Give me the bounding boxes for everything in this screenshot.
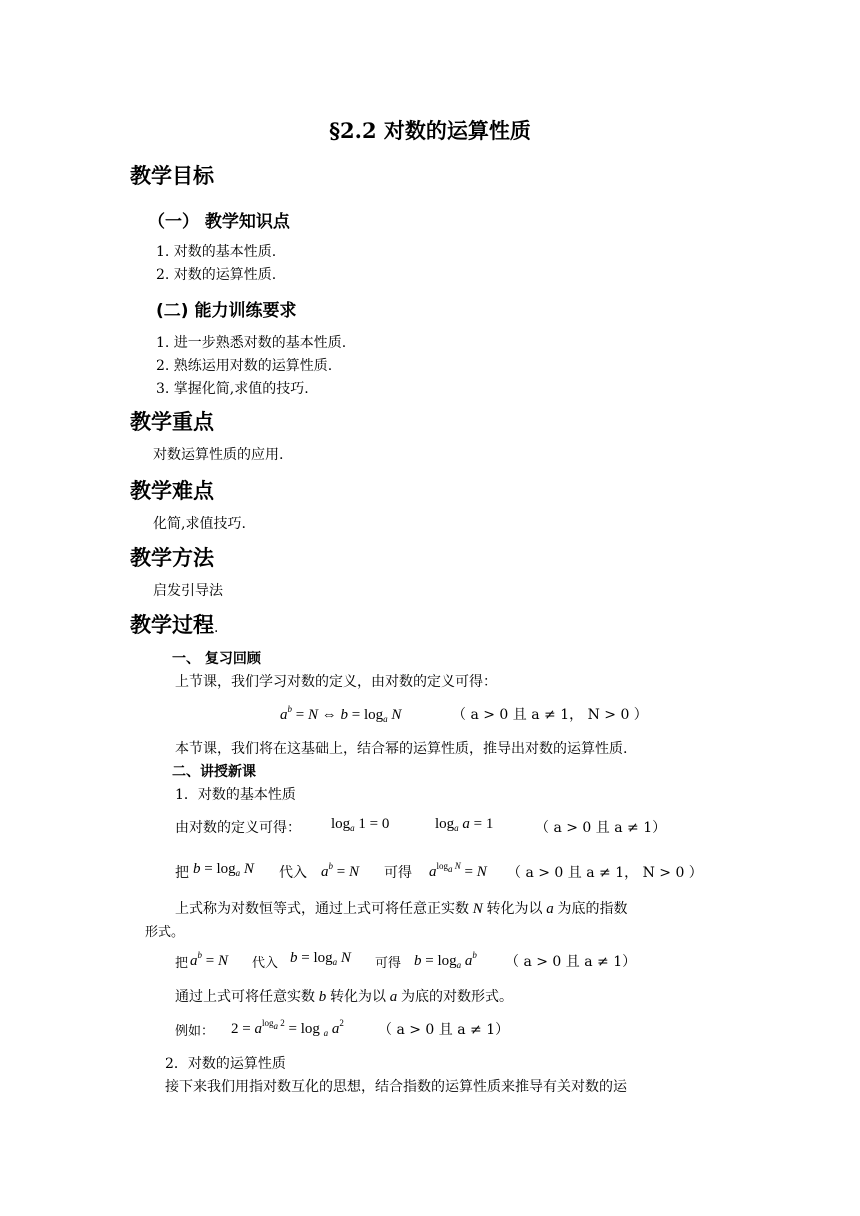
paragraph: 接下来我们用指对数互化的思想，结合指数的运算性质来推导有关对数的运 (165, 1079, 627, 1095)
math-formula: $a^{log_a N} = N$ (429, 861, 487, 880)
math-formula: $\log_a 1 = 0$ (331, 816, 390, 833)
page-title: §2.2 对数的运算性质 (329, 118, 531, 143)
subheading-operation-properties: 2．对数的运算性质 (165, 1056, 286, 1072)
section-heading-process: 教学过程. (130, 613, 219, 637)
list-item: 3. 掌握化简,求值的技巧. (156, 381, 309, 397)
formula-condition: （ a > 0 且 a ≠ 1） (535, 820, 667, 836)
math-formula: $b = \log_a N$ (290, 950, 351, 967)
section-heading-goals: 教学目标 (130, 164, 214, 188)
section-heading-difficulty: 教学难点 (130, 479, 214, 503)
paragraph: 上节课，我们学习对数的定义，由对数的定义可得： (175, 674, 497, 690)
list-item: 1. 进一步熟悉对数的基本性质. (156, 335, 347, 351)
math-formula: $a^b = N$ ⇔ $b = \log_a N$ (280, 704, 402, 724)
list-item: 2. 熟练运用对数的运算性质. (156, 358, 333, 374)
list-item: 2. 对数的运算性质. (156, 267, 277, 283)
paragraph: 由对数的定义可得： (175, 820, 301, 836)
formula-condition: （ a > 0 且 a ≠ 1） (378, 1022, 510, 1038)
paragraph: 通过上式可将任意实数 b 转化为以 a 为底的对数形式。 (175, 989, 513, 1005)
subheading-review: 一、 复习回顾 (172, 651, 261, 667)
formula-condition: （ a > 0 且 a ≠ 1， N > 0 ） (452, 707, 648, 723)
paragraph: 形式。 (145, 925, 185, 940)
math-formula: $b = \log_a a^b$ (414, 950, 477, 970)
math-formula: $\log_a a = 1$ (435, 816, 494, 833)
math-formula: $b = \log_a N$ (193, 861, 254, 878)
section-text: 化简,求值技巧. (153, 516, 246, 532)
math-formula: $a^b = N$ (321, 861, 359, 880)
paragraph: 可得 (375, 956, 402, 971)
paragraph: 上式称为对数恒等式，通过上式可将任意正实数 N 转化为以 a 为底的指数 (175, 901, 628, 917)
subheading-ability: (二) 能力训练要求 (156, 301, 297, 321)
subheading-new-lesson: 二、讲授新课 (172, 764, 256, 780)
section-heading-method: 教学方法 (130, 546, 214, 570)
paragraph: 把 (175, 956, 189, 971)
list-item: 1. 对数的基本性质. (156, 244, 277, 260)
section-heading-key-point: 教学重点 (130, 410, 214, 434)
paragraph: 本节课，我们将在这基础上，结合幂的运算性质，推导出对数的运算性质. (175, 741, 628, 757)
example-label: 例如： (175, 1024, 215, 1039)
paragraph: 可得 (384, 865, 412, 881)
paragraph: 把 (175, 865, 189, 881)
paragraph: 代入 (279, 865, 307, 881)
section-text: 对数运算性质的应用. (153, 447, 284, 463)
subheading-knowledge: （一） 教学知识点 (148, 212, 290, 232)
math-formula: $a^b = N$ (190, 950, 228, 969)
formula-condition: （ a > 0 且 a ≠ 1） (505, 954, 637, 970)
formula-condition: （ a > 0 且 a ≠ 1， N > 0 ） (507, 865, 703, 881)
section-text: 启发引导法 (153, 583, 223, 599)
paragraph: 代入 (252, 956, 279, 971)
math-formula: $2 = a^{log_a 2} = \log _a$ $a^2$ (231, 1018, 344, 1038)
subheading-basic-properties: 1．对数的基本性质 (175, 787, 296, 803)
